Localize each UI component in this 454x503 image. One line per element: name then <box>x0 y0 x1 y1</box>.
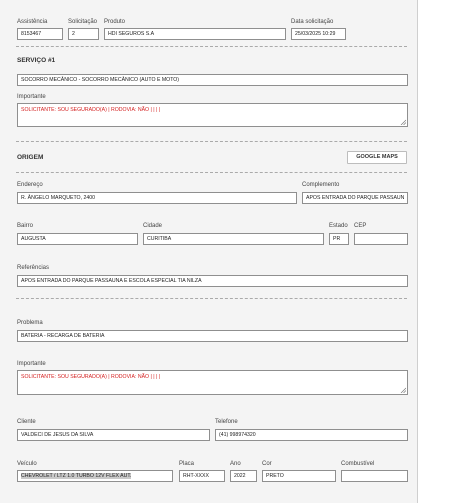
complemento-field[interactable]: APOS ENTRADA DO PARQUE PASSAUN <box>302 192 408 204</box>
telefone-label: Telefone <box>215 419 238 425</box>
produto-label: Produto <box>104 19 126 25</box>
cliente-field[interactable]: VALDECI DE JESUS DA SILVA <box>17 429 210 441</box>
origem-title: ORIGEM <box>17 154 44 161</box>
cor-label: Cor <box>262 461 272 467</box>
problema-importante-label: Importante <box>17 361 46 367</box>
placa-field[interactable]: RHT-XXXX <box>179 470 225 482</box>
veiculo-text: CHEVROLET / LTZ 1.0 TURBO 12V FLEX AUT. <box>21 473 132 479</box>
servico-field[interactable]: SOCORRO MECÂNICO - SOCORRO MECÂNICO (AUTO E MOTO) <box>17 74 408 86</box>
bairro-field[interactable]: AUGUSTA <box>17 233 138 245</box>
assistencia-field[interactable]: 8153467 <box>17 28 63 40</box>
combustivel-field[interactable] <box>341 470 408 482</box>
bairro-label: Bairro <box>17 223 34 229</box>
ano-field[interactable]: 2022 <box>230 470 257 482</box>
cliente-label: Cliente <box>17 419 36 425</box>
cor-field[interactable]: PRETO <box>262 470 336 482</box>
problema-field[interactable]: BATERIA - RECARGA DE BATERIA <box>17 330 408 342</box>
referencias-label: Referências <box>17 265 50 271</box>
endereco-field[interactable]: R. ÂNGELO MARQUETO, 2400 <box>17 192 297 204</box>
data-solicitacao-field[interactable]: 25/03/2025 10:29 <box>291 28 346 40</box>
produto-field[interactable]: HDI SEGUROS S.A <box>104 28 286 40</box>
divider <box>16 46 407 47</box>
data-solicitacao-label: Data solicitação <box>291 19 334 25</box>
assistencia-label: Assistência <box>17 19 48 25</box>
divider <box>16 141 407 142</box>
endereco-label: Endereço <box>17 182 43 188</box>
cidade-label: Cidade <box>143 223 163 229</box>
servico-importante-text: SOLICITANTE: SOU SEGURADO(A) | RODOVIA: NÃO | | | | <box>21 107 161 113</box>
problema-importante-textarea[interactable] <box>17 370 408 395</box>
complemento-label: Complemento <box>302 182 340 188</box>
divider <box>16 172 407 173</box>
resize-grip-icon[interactable] <box>400 119 406 125</box>
cep-label: CEP <box>354 223 367 229</box>
divider <box>16 298 407 299</box>
referencias-field[interactable]: APOS ENTRADA DO PARQUE PASSAUNA E ESCOLA ESPECIAL TIA NILZA <box>17 275 408 287</box>
veiculo-field[interactable] <box>17 470 173 482</box>
cidade-field[interactable]: CURITIBA <box>143 233 324 245</box>
estado-label: Estado <box>329 223 348 229</box>
placa-label: Placa <box>179 461 195 467</box>
telefone-field[interactable]: (41) 998974320 <box>215 429 408 441</box>
estado-field[interactable]: PR <box>329 233 349 245</box>
google-maps-button[interactable]: GOOGLE MAPS <box>347 151 407 164</box>
servico-importante-label: Importante <box>17 94 46 100</box>
servico-importante-textarea[interactable] <box>17 103 408 127</box>
resize-grip-icon[interactable] <box>400 387 406 393</box>
ano-label: Ano <box>230 461 241 467</box>
solicitacao-field[interactable]: 2 <box>68 28 99 40</box>
combustivel-label: Combustível <box>341 461 375 467</box>
veiculo-label: Veículo <box>17 461 37 467</box>
servico-title: SERVIÇO #1 <box>17 57 56 64</box>
cep-field[interactable] <box>354 233 408 245</box>
solicitacao-label: Solicitação <box>68 19 98 25</box>
problema-importante-text: SOLICITANTE: SOU SEGURADO(A) | RODOVIA: NÃO | | | | <box>21 374 161 380</box>
problema-label: Problema <box>17 320 43 326</box>
